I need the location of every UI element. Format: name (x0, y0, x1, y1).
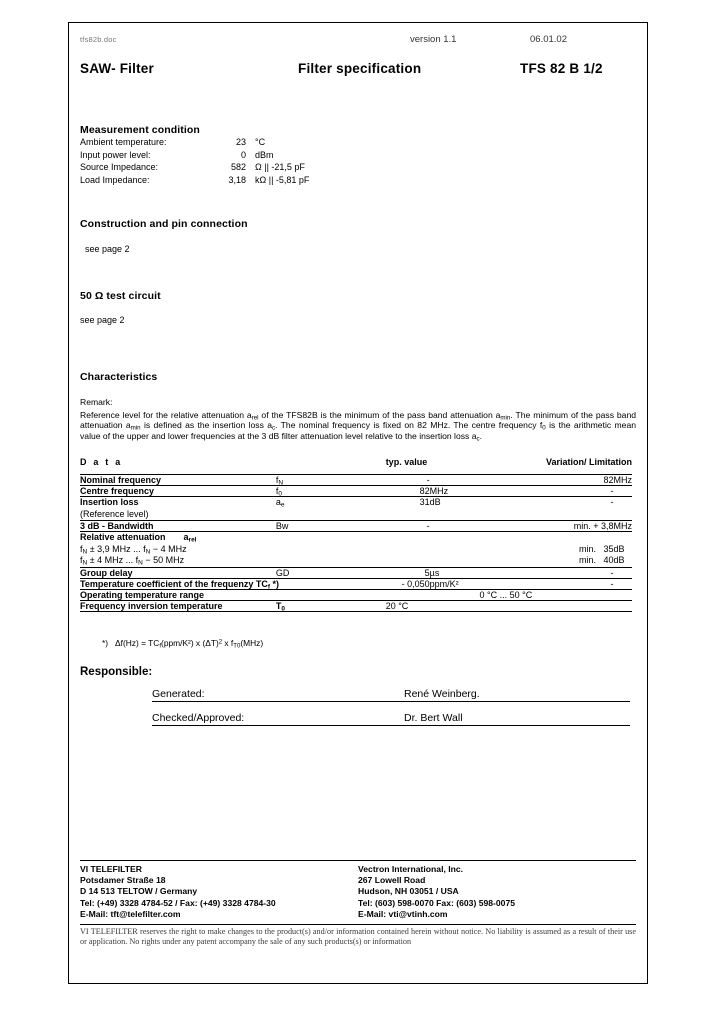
symbol-subscript: 0 (278, 490, 282, 498)
attenuation-unit-2: dB (613, 555, 625, 566)
document-meta-row (80, 34, 638, 48)
company-city: D 14 513 TELTOW / Germany (80, 886, 198, 897)
row-typ-value: - (426, 521, 430, 532)
attenuation-units (614, 532, 633, 567)
row-symbol (276, 497, 380, 521)
row-label (80, 579, 380, 590)
specification-table (80, 457, 632, 612)
row-label: Centre frequency (80, 486, 155, 497)
row-variation-unit: MHz (613, 521, 632, 532)
row-typ-unit: ppm/K² (429, 578, 459, 589)
document-title-row (80, 61, 638, 76)
symbol-subscript: N (278, 479, 283, 487)
symbol-subscript: f (267, 583, 271, 591)
construction-body: see page 2 (85, 244, 130, 254)
test-circuit-body: see page 2 (80, 315, 125, 325)
table-row (80, 486, 632, 497)
responsible-row-approved (152, 712, 630, 726)
construction-heading: Construction and pin connection (80, 218, 248, 230)
symbol-subscript: rel (188, 536, 197, 544)
measurement-value: 3,18 (228, 174, 246, 185)
footer-company-telefilter (80, 864, 358, 920)
measurement-value: 23 (235, 137, 246, 147)
construction-section (80, 218, 638, 254)
attenuation-limit-1: min. 35 (578, 543, 614, 554)
row-variation-value: - (610, 497, 614, 508)
source-file-name: tfs82b.doc (80, 35, 117, 44)
row-typ-value: 0 °C ... 50 °C (479, 589, 533, 600)
row-variation-value: - (610, 486, 614, 497)
legal-disclaimer: VI TELEFILTER reserves the right to make changes to the product(s) and/or information contained herein without notice. No liability is assumed as a result of their use or application. No rights under any patent accompany the sale of any such products(s) or information (80, 924, 636, 947)
remark-sub-2: min (500, 414, 511, 422)
test-circuit-section (80, 290, 638, 325)
row-typ-unit: dB (429, 497, 441, 508)
page-footer (80, 860, 636, 947)
row-typ-value: - 0,050 (401, 578, 430, 589)
measurement-label: Source Impedance: (80, 162, 159, 172)
attenuation-limits (518, 532, 614, 567)
footer-company-vectron (358, 864, 636, 920)
row-variation-value: - (610, 578, 614, 589)
measurement-row (80, 175, 638, 187)
document-version: version 1.1 (410, 34, 457, 45)
row-symbol (276, 486, 380, 497)
row-symbol (276, 475, 380, 486)
remark-text-3: . The minimum of the pass band attenuation a (80, 410, 637, 431)
remark-sub-1: rel (251, 414, 259, 422)
table-row (80, 568, 632, 579)
test-circuit-heading: 50 Ω test circuit (80, 290, 161, 302)
measurement-unit: kΩ || -5,81 pF (255, 174, 310, 185)
measurement-unit: °C (255, 137, 266, 147)
symbol-base: T (275, 600, 282, 611)
symbol-base: a (183, 532, 189, 543)
document-content (80, 34, 638, 726)
measurement-row (80, 162, 638, 174)
company-phone: Tel: (+49) 3328 4784-52 / Fax: (+49) 3328 4784-30 (80, 897, 276, 908)
company-street: 267 Lowell Road (358, 875, 426, 886)
row-typ-unit: MHz (429, 486, 449, 497)
remark-text-1: Reference level for the relative attenuation a (80, 410, 252, 420)
row-label: Group delay (80, 567, 133, 578)
measurement-label: Load Impedance: (80, 174, 150, 185)
symbol-base: a (275, 497, 281, 508)
document-type-title: Filter specification (298, 61, 422, 76)
responsible-person: Dr. Bert Wall (404, 711, 463, 724)
table-row (80, 521, 632, 532)
row-variation-unit (614, 486, 633, 497)
responsible-heading: Responsible: (80, 665, 153, 678)
row-label-main: Insertion loss (80, 497, 139, 508)
row-label (80, 532, 380, 567)
row-label (80, 497, 276, 521)
characteristics-heading: Characteristics (80, 371, 158, 383)
symbol-subscript: e (280, 501, 285, 509)
responsible-person: René Weinberg. (404, 687, 480, 700)
measurement-row (80, 150, 638, 162)
row-symbol (276, 521, 380, 532)
table-row-temperature-coefficient (80, 579, 632, 590)
row-variation-unit: MHz (613, 475, 632, 486)
symbol-base: f (275, 475, 279, 486)
remark-sub-6: c (476, 435, 480, 443)
responsible-label: Checked/Approved: (152, 711, 245, 724)
attenuation-range-2: $f_N \pm 4$ MHz ... $f_N - 50$ MHz (80, 555, 185, 567)
remark-text-5: . The nominal frequency is fixed on 82 MHz. The centre frequency f (275, 420, 543, 431)
row-variation-value: min. + 3,8 (573, 521, 614, 532)
part-number-title: TFS 82 B 1/2 (520, 61, 603, 76)
attenuation-unit-1: dB (613, 543, 625, 554)
row-typ-value: 31 (419, 497, 430, 508)
company-email[interactable]: E-Mail: vti@vtinh.com (358, 908, 448, 919)
table-row-operating-temperature (80, 590, 632, 601)
footnote-marker: *) (270, 578, 280, 589)
row-symbol (276, 601, 380, 612)
company-street: Potsdamer Straße 18 (80, 875, 166, 886)
measurement-condition-section (80, 124, 638, 186)
measurement-value: 582 (230, 162, 246, 172)
remark-sub-3: min (130, 424, 141, 432)
symbol-base: GD (275, 567, 290, 578)
remark-text-4: is defined as the insertion loss a (140, 420, 273, 431)
company-phone: Tel: (603) 598-0070 Fax: (603) 598-0075 (358, 897, 516, 908)
company-email[interactable]: E-Mail: tft@telefilter.com (80, 908, 181, 919)
company-name: VI TELEFILTER (80, 864, 142, 874)
remark-sub-5: 0 (542, 424, 546, 432)
symbol-base: Bw (275, 521, 289, 532)
row-symbol (276, 568, 380, 579)
row-typ-unit (430, 521, 518, 532)
row-variation-value: - (610, 567, 614, 578)
table-row-inversion-temperature (80, 601, 632, 612)
responsible-label: Generated: (152, 687, 205, 700)
table-row (80, 475, 632, 486)
remark-text-6: is the arithmetic mean value of the upper and lower frequencies at the 3 dB filter attenuation level relative to the insertion loss a (80, 420, 637, 441)
row-variation-value: 82 (603, 475, 614, 486)
row-label: Nominal frequency (80, 475, 162, 486)
remark-text-7: . (479, 430, 482, 441)
measurement-value: 0 (240, 149, 246, 160)
row-typ-value: 20 °C (385, 600, 409, 611)
row-label: Frequency inversion temperature (80, 600, 223, 611)
remark-sub-4: c (272, 424, 276, 432)
row-label-main: Relative attenuation (80, 532, 166, 543)
row-label-main: Temperature coefficient of the frequenzy TC (80, 578, 268, 589)
row-label-secondary: (Reference level) (80, 508, 149, 519)
row-label: Operating temperature range (80, 589, 205, 600)
attenuation-range-1: $f_N \pm 3,9$ MHz ... $f_N - 4$ MHz (80, 543, 187, 556)
measurement-label: Input power level: (80, 149, 151, 160)
table-row (80, 497, 632, 521)
row-typ-unit: µs (429, 567, 440, 578)
table-row-relative-attenuation (80, 532, 632, 567)
column-header-variation: Variation/ Limitation (545, 457, 632, 468)
table-header-row (80, 457, 632, 475)
measurement-label: Ambient temperature: (80, 137, 167, 147)
footnote-formula: *) $\Delta f(Hz) = TC_f(ppm/K^2)$ x $(\Delta T)^2$ x $f_{T0}(MHz)$ (102, 637, 264, 650)
row-label: 3 dB - Bandwidth (80, 521, 154, 532)
symbol-base: f (275, 486, 279, 497)
remark-label: Remark: (80, 397, 113, 407)
measurement-unit: Ω || -21,5 pF (255, 162, 305, 172)
column-header-data: D a t a (80, 457, 123, 468)
footnote-marker: *) (102, 637, 109, 648)
column-header-typ-value: typ. value (385, 457, 428, 468)
attenuation-limit-2: min. 40 (578, 555, 614, 566)
measurement-condition-heading: Measurement condition (80, 124, 200, 136)
remark-paragraph (80, 410, 636, 441)
row-typ-value: 82 (419, 486, 430, 497)
table-divider (80, 611, 632, 612)
row-typ-unit (430, 475, 518, 486)
measurement-row (80, 137, 638, 149)
measurement-unit: dBm (255, 149, 274, 160)
responsible-row-generated (152, 688, 630, 702)
company-city: Hudson, NH 03051 / USA (358, 886, 459, 897)
symbol-subscript: 0 (281, 605, 285, 613)
row-typ-value: 5 (424, 567, 430, 578)
product-type-title: SAW- Filter (80, 61, 154, 76)
characteristics-section (80, 371, 638, 441)
company-name: Vectron International, Inc. (358, 864, 464, 874)
footer-columns (80, 861, 636, 920)
row-variation-unit (614, 497, 633, 521)
document-date: 06.01.02 (530, 34, 567, 45)
remark-text-2: of the TFS82B is the minimum of the pass band attenuation a (258, 410, 501, 420)
row-typ-value: - (426, 475, 430, 486)
